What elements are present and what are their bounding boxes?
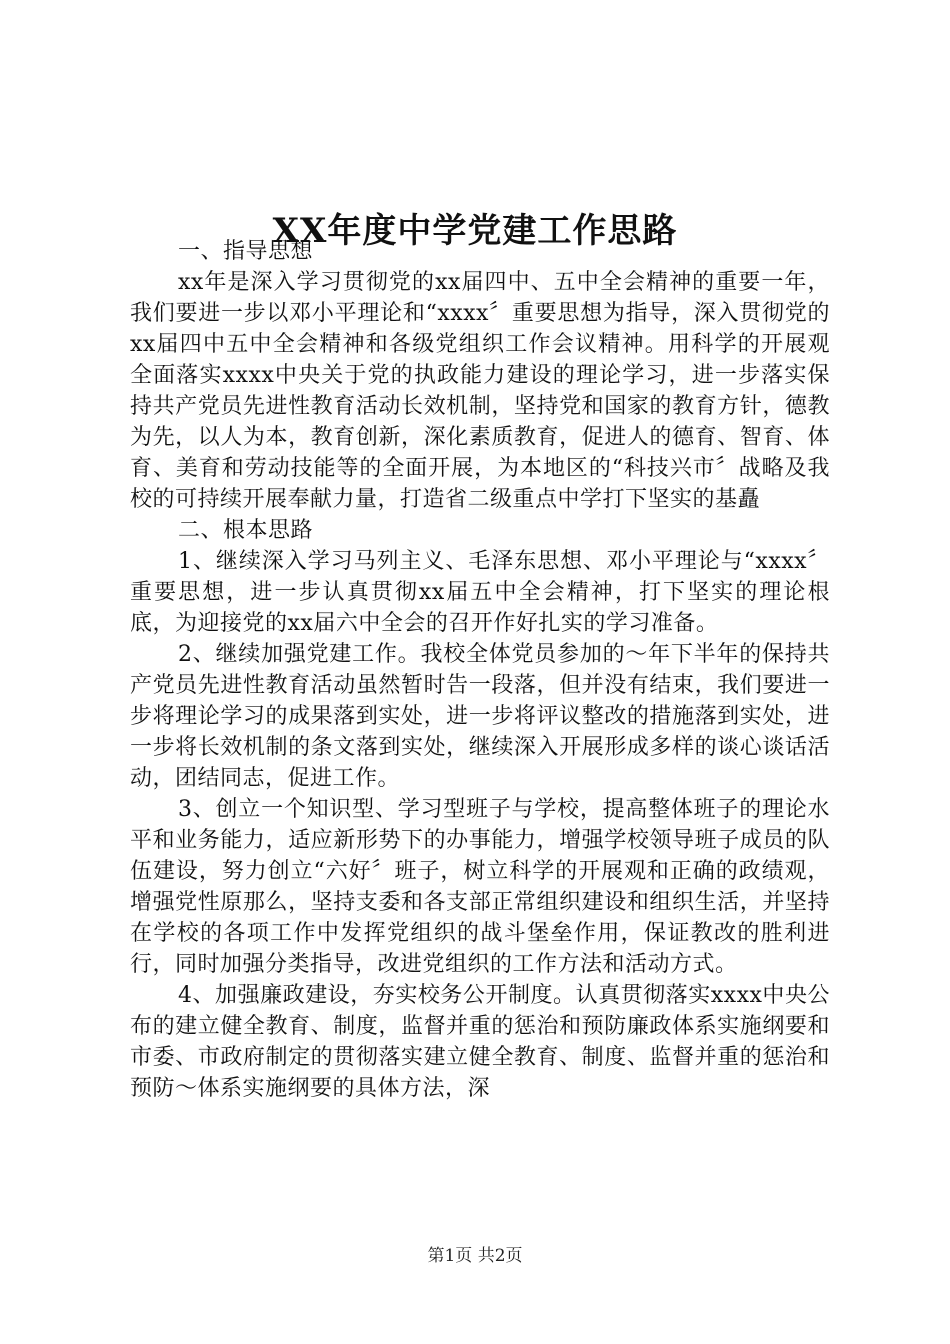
paragraph: 4、加强廉政建设，夯实校务公开制度。认真贯彻落实xxxx中央公布的建立健全教育、制度，监督并重的惩治和预防廉政体系实施纲要和市委、市政府制定的贯彻落实建立健全教育、制度、监督并重的惩治和预防～体系实施纲要的具体方法，深 (130, 983, 830, 1101)
paragraph: 2、继续加强党建工作。我校全体党员参加的～年下半年的保持共产党员先进性教育活动虽然暂时告一段落，但并没有结束，我们要进一步将理论学习的成果落到实处，进一步将评议整改的措施落到实处，进一步将长效机制的条文落到实处，继续深入开展形成多样的谈心谈话活动，团结同志，促进工作。 (130, 642, 830, 791)
document-title: XX年度中学党建工作思路 (272, 210, 678, 251)
paragraph: xx年是深入学习贯彻党的xx届四中、五中全会精神的重要一年，我们要进一步以邓小平理论和“xxxx〞重要思想为指导，深入贯彻党的xx届四中五中全会精神和各级党组织工作会议精神。用科学的开展观全面落实xxxx中央关于党的执政能力建设的理论学习，进一步落实保持共产党员先进性教育活动长效机制，坚持党和国家的教育方针，德教为先，以人为本，教育创新，深化素质教育，促进人的德育、智育、体育、美育和劳动技能等的全面开展，为本地区的“科技兴市〞战略及我校的可持续开展奉献力量，打造省二级重点中学打下坚实的基矗 (130, 270, 830, 512)
page-footer: 第1页 共2页 (427, 1246, 523, 1266)
section-heading: 二、根本思路 (178, 518, 314, 543)
section-heading: 一、指导思想 (178, 239, 314, 264)
document-body (130, 236, 830, 1104)
paragraph: 3、创立一个知识型、学习型班子与学校，提高整体班子的理论水平和业务能力，适应新形势下的办事能力，增强学校领导班子成员的队伍建设，努力创立“六好〞班子，树立科学的开展观和正确的政绩观，增强党性原那么，坚持支委和各支部正常组织建设和组织生活，并坚持在学校的各项工作中发挥党组织的战斗堡垒作用，保证教改的胜利进行，同时加强分类指导，改进党组织的工作方法和活动方式。 (130, 797, 830, 977)
paragraph: 1、继续深入学习马列主义、毛泽东思想、邓小平理论与“xxxx〞重要思想，进一步认真贯彻xx届五中全会精神，打下坚实的理论根底，为迎接党的xx届六中全会的召开作好扎实的学习准备。 (130, 549, 830, 636)
